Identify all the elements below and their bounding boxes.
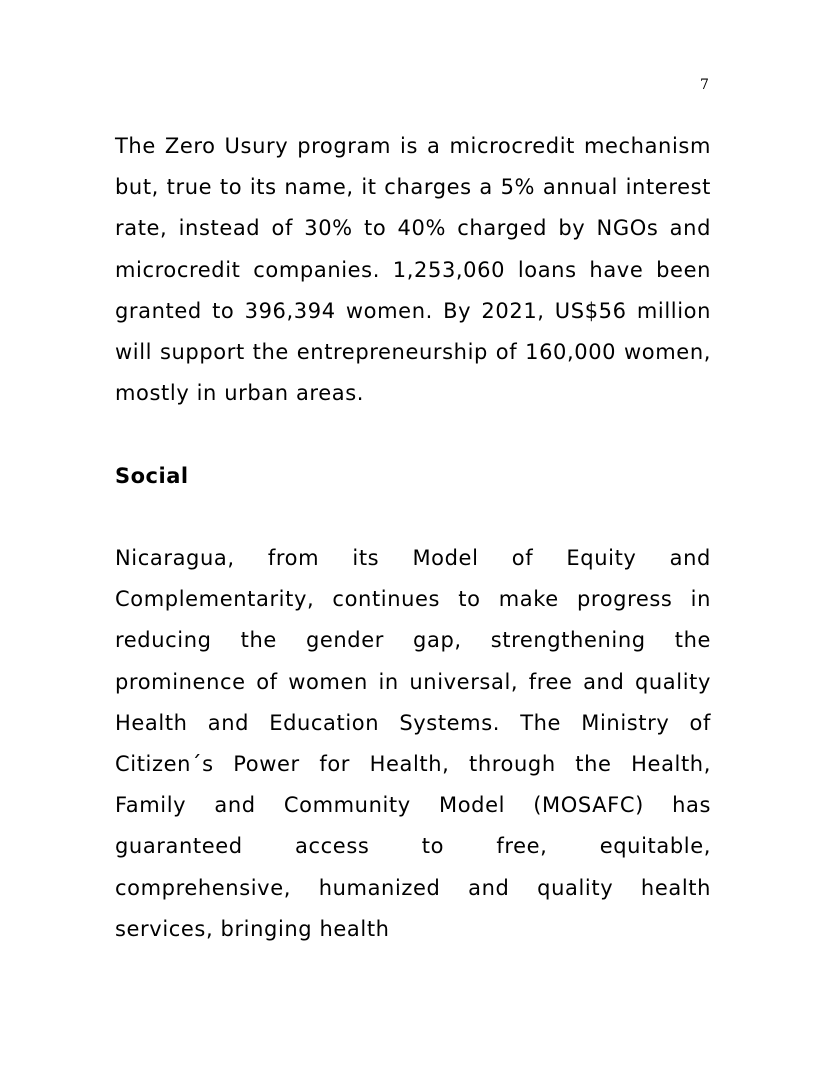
zero-usury-paragraph: The Zero Usury program is a microcredit mechanism but, true to its name, it charges a 5% annual interest rate, instead of 30% to 40% charged by NGOs and microcredit companies. 1,253,060 loans have been granted to 396,394 women. By 2021, US$56 million will support the entrepreneurship of 160,000 women, mostly in urban areas. (115, 134, 711, 406)
section-heading-social: Social (115, 464, 189, 488)
social-paragraph: Nicaragua, from its Model of Equity and Complementarity, continues to make progress in reducing the gender gap, strengthening the prominence of women in universal, free and quality Health and Education Systems. The Ministry of Citizen´s Power for Health, through the Health, Family and Community Model (MOSAFC) has guaranteed access to free, equitable, comprehensive, humanized and quality health services, bringing health (115, 546, 711, 941)
page-number: 7 (700, 77, 709, 93)
